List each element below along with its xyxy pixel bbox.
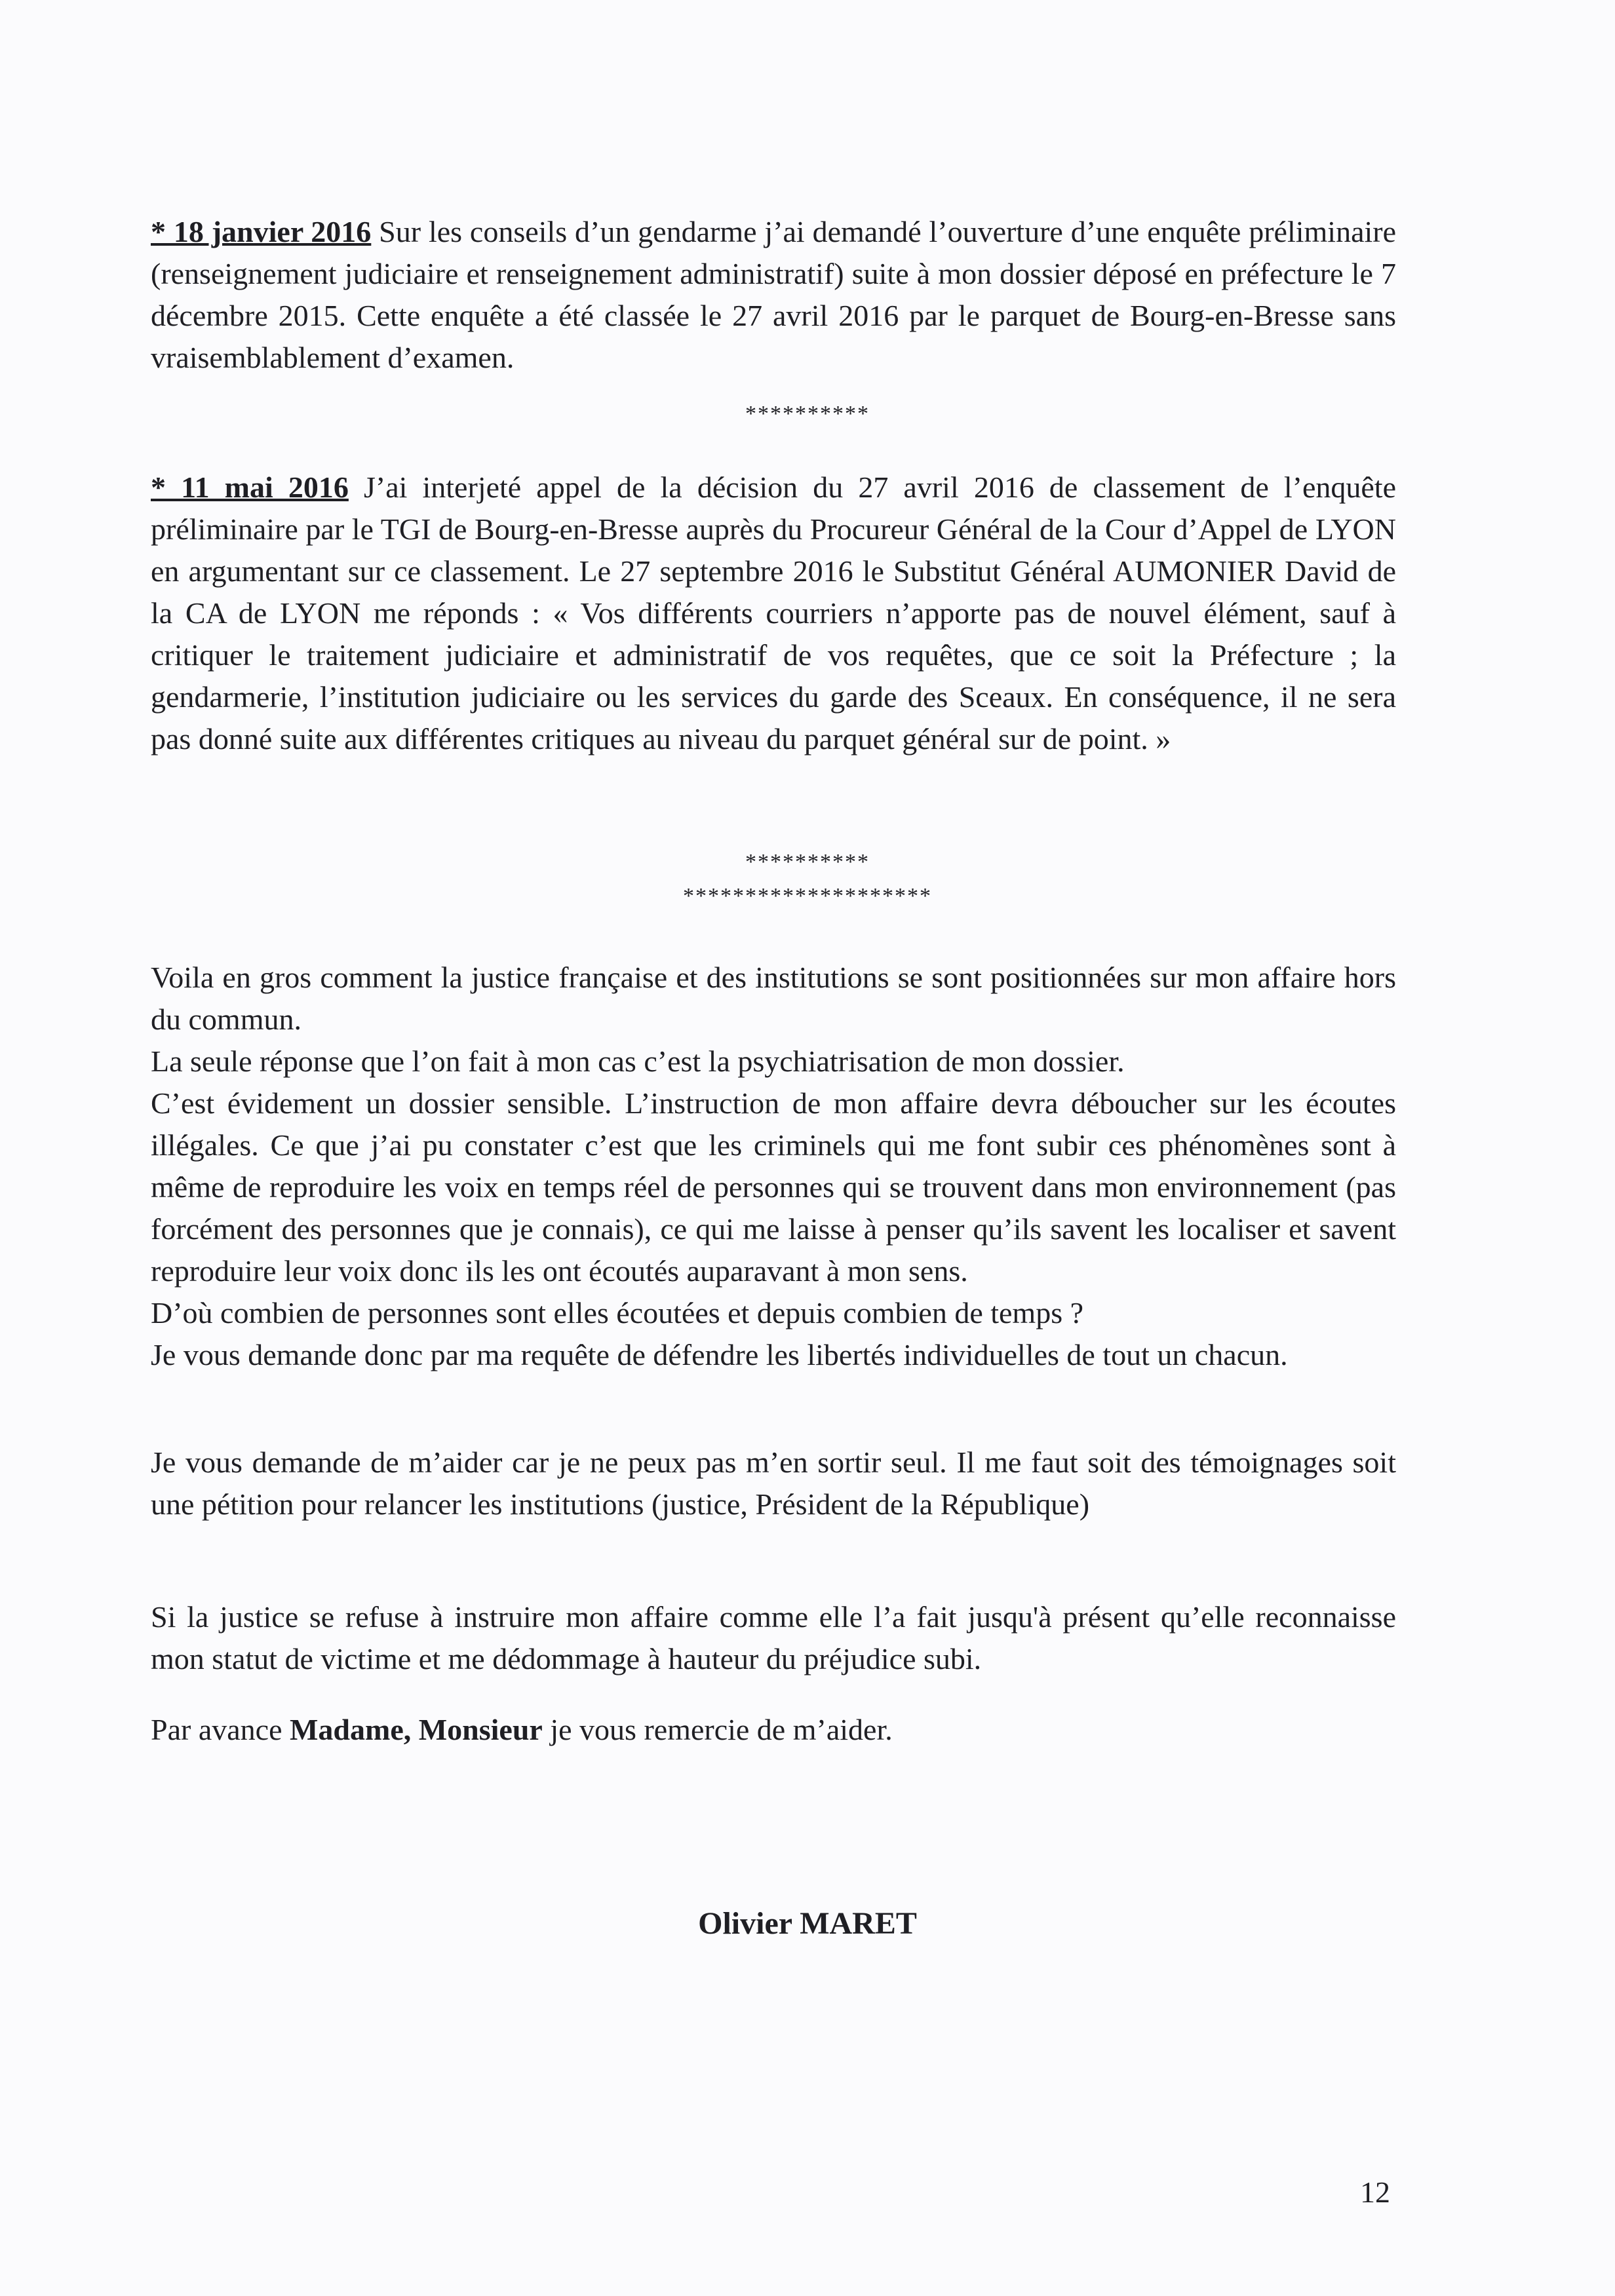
body-paragraph: Voila en gros comment la justice française et des institutions se sont positionnées sur mon affaire hors du commun. [151,961,1396,1036]
closing-salutation: Madame, Monsieur [290,1713,543,1746]
entry-text: Sur les conseils d’un gendarme j’ai demandé l’ouverture d’une enquête préliminaire (renseignement judiciaire et renseignement administratif) suite à mon dossier déposé en préfecture le 7 décembre 2015. Cette enquête a été classée le 27 avril 2016 par le parquet de Bourg-en-Bresse sans vraisemblablement d’examen. [151,215,1396,374]
separator-stars: ********** [745,402,870,426]
entry-text: J’ai interjeté appel de la décision du 27 avril 2016 de classement de l’enquête préliminaire par le TGI de Bourg-en-Bresse auprès du Procureur Général de la Cour d’Appel de LYON en argumentant sur ce classement. Le 27 septembre 2016 le Substitut Général AUMONIER David de la CA de LYON me réponds : « Vos différents courriers n’apporte pas de nouvel élément, sauf à critiquer le traitement judiciaire et administratif de vos requêtes, que ce soit la Préfecture ; la gendarmerie, l’institution judiciaire ou les services du garde des Sceaux. En conséquence, il ne sera pas donné suite aux différentes critiques au niveau du parquet général sur de point. » [151,470,1397,756]
request-paragraph [151,1442,1396,1525]
closing-prefix: Par avance [151,1713,290,1746]
closing-line [151,1709,1396,1751]
body-text [151,957,1396,1376]
closing-suffix: je vous remercie de m’aider. [542,1713,893,1746]
entry-date: * 18 janvier 2016 [151,215,372,248]
closing-paragraph [151,1709,1396,1751]
separator-stars: ********** [745,850,870,874]
entry-paragraph [151,211,1396,379]
entry-18-janvier [151,211,1396,379]
body-paragraph: Si la justice se refuse à instruire mon affaire comme elle l’a fait jusqu'à présent qu’elle reconnaisse mon statut de victime et me dédommage à hauteur du préjudice subi. [151,1600,1396,1675]
body-paragraph: Je vous demande donc par ma requête de défendre les libertés individuelles de tout un chacun. [151,1338,1288,1371]
page-number: 12 [1360,2175,1390,2209]
body-paragraph: C’est évidement un dossier sensible. L’instruction de mon affaire devra déboucher sur les écoutes illégales. Ce que j’ai pu constater c’est que les criminels qui me font subir ces phénomènes sont à même de reproduire les voix en temps réel de personnes qui se trouvent dans mon environnement (pas forcément des personnes que je connais), ce qui me laisse à penser qu’ils savent les localiser et savent reproduire leur voix donc ils les ont écoutés auparavant à mon sens. [151,1086,1396,1288]
separator-stars: ******************** [683,884,932,908]
entry-date: * 11 mai 2016 [151,470,349,504]
signature-name: Olivier MARET [698,1906,917,1941]
justice-paragraph [151,1596,1396,1680]
entry-11-mai [151,467,1396,760]
body-paragraph: Je vous demande de m’aider car je ne peux pas m’en sortir seul. Il me faut soit des témoignages soit une pétition pour relancer les institutions (justice, Président de la République) [151,1445,1396,1521]
body-paragraph: La seule réponse que l’on fait à mon cas c’est la psychiatrisation de mon dossier. [151,1044,1125,1078]
entry-paragraph [151,467,1396,760]
body-paragraph: D’où combien de personnes sont elles écoutées et depuis combien de temps ? [151,1296,1084,1330]
